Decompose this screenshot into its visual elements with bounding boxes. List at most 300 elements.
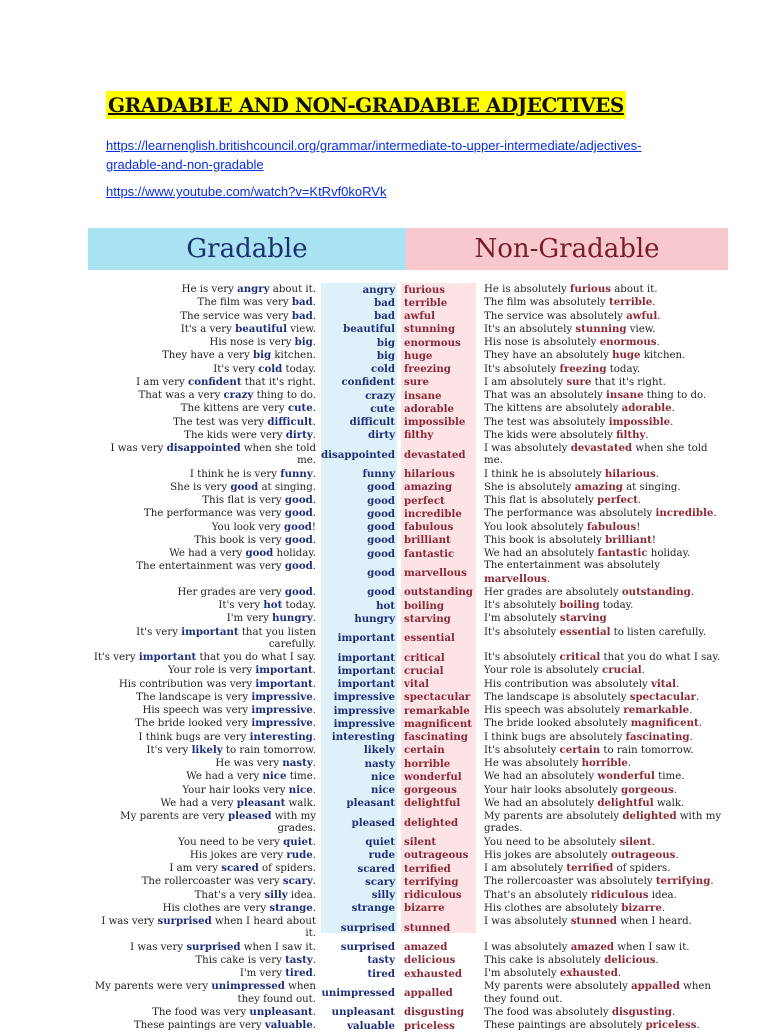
sentence-text: . <box>312 705 316 716</box>
non-gradable-sentence <box>479 402 729 415</box>
gradable-sentence <box>90 599 319 612</box>
table-row <box>90 731 730 744</box>
non-gradable-sentence <box>479 902 729 915</box>
table-row <box>90 586 730 599</box>
sentence-text: The kittens are very <box>180 403 288 415</box>
sentence-text: . <box>312 1006 316 1018</box>
non-gradable-adjective: stunned <box>404 921 451 934</box>
sentence-text: . <box>312 508 316 520</box>
sentence-text: about it. <box>611 284 658 295</box>
non-gradable-sentence <box>479 534 729 547</box>
sentence-text: with my grades. <box>271 811 316 835</box>
gradable-adjective: important <box>337 651 395 664</box>
non-gradable-word: spectacular <box>629 690 697 703</box>
non-gradable-adjective: freezing <box>404 363 451 375</box>
table-row <box>90 481 730 494</box>
non-gradable-adjective: perfect <box>404 494 445 507</box>
sentence-text: when I saw it. <box>240 941 316 953</box>
table-row <box>90 784 730 797</box>
non-gradable-adjective: crucial <box>404 664 444 677</box>
gradable-adjective: silly <box>371 889 395 901</box>
sentence-text: I think he is very <box>189 468 281 480</box>
sentence-text: . <box>312 758 316 769</box>
non-gradable-word: delightful <box>597 796 654 809</box>
sentence-text: . <box>546 573 551 585</box>
sentence-text: . <box>312 902 316 914</box>
sentence-text: His clothes are very <box>162 902 270 914</box>
gradable-adjective: impressive <box>333 704 395 717</box>
gradable-word: pleasant <box>236 796 286 809</box>
sentence-text: view. <box>626 323 656 335</box>
gradable-word: interesting <box>249 730 313 743</box>
sentence-text: at singing. <box>258 481 316 493</box>
sentence-text: The food was very <box>152 1006 250 1018</box>
table-row <box>90 429 730 442</box>
non-gradable-adjective: critical <box>404 651 445 664</box>
gradable-word: silly <box>264 888 288 901</box>
non-gradable-word: amazing <box>574 480 623 493</box>
non-gradable-adjective: adorable <box>404 402 454 415</box>
sentence-text: His speech was absolutely <box>484 705 624 716</box>
non-gradable-word: silent <box>619 835 652 848</box>
sentence-text: . <box>312 678 316 690</box>
non-gradable-sentence <box>479 941 729 954</box>
sentence-text: It's absolutely <box>484 363 560 375</box>
sentence-text: It's absolutely <box>484 626 560 638</box>
gradable-word: good <box>284 494 313 506</box>
non-gradable-adjective: priceless <box>404 1019 455 1032</box>
sentence-text: I'm absolutely <box>484 968 560 979</box>
table-row <box>90 494 730 507</box>
table-row <box>90 389 730 402</box>
non-gradable-adjective: starving <box>404 612 451 625</box>
table-row <box>90 468 730 481</box>
non-gradable-adjective: outrageous <box>404 849 469 862</box>
sentence-text: He is very <box>181 284 238 295</box>
gradable-word: dirty <box>285 428 313 441</box>
gradable-adjective: bad <box>374 296 395 309</box>
non-gradable-sentence <box>479 980 729 1006</box>
gradable-word: nasty <box>282 757 313 769</box>
gradable-adjective: good <box>367 586 395 599</box>
non-gradable-sentence <box>479 836 729 849</box>
sentence-text: Her grades are absolutely <box>484 586 622 598</box>
sentence-text: . <box>637 495 642 506</box>
gradable-sentence <box>90 481 319 494</box>
non-gradable-adjective: sure <box>404 376 429 389</box>
table-row <box>90 283 730 296</box>
sentence-text: My parents were absolutely <box>484 981 632 993</box>
gradable-sentence <box>90 376 319 389</box>
gradable-word: scared <box>221 862 259 874</box>
non-gradable-sentence <box>479 954 729 967</box>
gradable-adjective: good <box>367 507 395 520</box>
non-gradable-word: priceless <box>645 1019 697 1031</box>
non-gradable-word: delighted <box>622 810 677 822</box>
gradable-word: difficult <box>267 415 313 428</box>
gradable-adjective: good <box>367 566 395 579</box>
sentence-text: I think he is absolutely <box>484 468 605 480</box>
sentence-text: I was absolutely <box>484 443 571 454</box>
gradable-adjective: nasty <box>364 757 395 770</box>
gradable-adjective: impressive <box>333 691 395 704</box>
non-gradable-sentence <box>479 704 729 717</box>
sentence-text: when she told me. <box>484 443 708 467</box>
sentence-text: My parents are very <box>120 811 229 822</box>
british-council-link[interactable]: https://learnenglish.britishcouncil.org/grammar/intermediate-to-upper-intermediate/adjectives-gradable-and-non-gradable <box>106 138 642 172</box>
gradable-sentence <box>90 915 319 941</box>
gradable-word: tired <box>285 967 313 979</box>
gradable-sentence <box>90 757 319 770</box>
sentence-text: . <box>696 691 700 703</box>
sentence-text: Her grades are very <box>177 586 285 598</box>
gradable-adjective: funny <box>362 468 395 480</box>
non-gradable-sentence <box>479 283 729 296</box>
sentence-text: . <box>312 784 316 796</box>
non-gradable-sentence <box>479 915 729 941</box>
gradable-adjective: important <box>337 664 395 677</box>
non-gradable-adjective: delighted <box>404 816 459 829</box>
table-row <box>90 402 730 415</box>
gradable-word: good <box>284 533 313 546</box>
gradable-adjective: crazy <box>365 389 395 402</box>
sentence-text: She is very <box>170 481 231 493</box>
gradable-sentence <box>90 744 319 757</box>
sentence-text: kitchen. <box>640 350 686 362</box>
non-gradable-word: marvellous <box>484 572 547 585</box>
non-gradable-word: sure <box>566 375 592 388</box>
gradable-adjective: quiet <box>365 836 395 848</box>
gradable-word: big <box>253 349 272 362</box>
non-gradable-word: devastated <box>570 442 633 454</box>
non-gradable-sentence <box>479 336 729 349</box>
sentence-text: that you do what I say. <box>196 652 316 663</box>
table-row <box>90 651 730 664</box>
gradable-sentence <box>90 731 319 744</box>
gradable-word: likely <box>191 743 223 756</box>
sentence-text: . <box>312 691 316 703</box>
gradable-sentence <box>90 547 319 560</box>
sentence-text: . <box>312 849 316 861</box>
non-gradable-sentence <box>479 323 729 336</box>
non-gradable-adjective: amazed <box>404 941 448 953</box>
non-gradable-word: terrified <box>566 862 614 874</box>
table-row <box>90 744 730 757</box>
non-gradable-adjective: brilliant <box>404 534 451 547</box>
non-gradable-adjective: fabulous <box>404 521 454 533</box>
gradable-word: beautiful <box>235 322 287 335</box>
gradable-adjective: tasty <box>367 954 395 967</box>
gradable-sentence <box>90 651 319 664</box>
sentence-text: at singing. <box>622 481 681 493</box>
gradable-sentence <box>90 534 319 547</box>
non-gradable-sentence <box>479 889 729 902</box>
gradable-sentence <box>90 296 319 309</box>
non-gradable-sentence <box>479 797 729 810</box>
non-gradable-sentence <box>479 310 729 323</box>
gradable-word: hungry <box>272 612 313 625</box>
non-gradable-adjective: furious <box>404 283 445 296</box>
non-gradable-sentence <box>479 731 729 744</box>
non-gradable-word: fabulous <box>586 520 637 533</box>
sentence-text: when I heard about it. <box>211 916 316 940</box>
non-gradable-adjective: marvellous <box>404 566 467 579</box>
gradable-adjective: angry <box>362 283 395 296</box>
sentence-text: view. <box>286 323 316 335</box>
gradable-sentence <box>90 1006 319 1019</box>
gradable-adjective: strange <box>351 902 395 915</box>
non-gradable-sentence <box>479 691 729 704</box>
gradable-word: cute <box>287 402 313 415</box>
sentence-text: ! <box>651 534 656 546</box>
non-gradable-adjective: ridiculous <box>404 889 462 901</box>
sentence-text: when they found out. <box>237 981 316 1005</box>
non-gradable-adjective: spectacular <box>404 691 471 704</box>
gradable-word: nice <box>262 770 287 783</box>
sentence-text: ! <box>311 521 316 533</box>
non-gradable-sentence <box>479 744 729 757</box>
sentence-text: It's very <box>146 744 192 756</box>
non-gradable-word: freezing <box>559 362 607 375</box>
non-gradable-adjective: certain <box>404 744 445 757</box>
non-gradable-word: fantastic <box>597 547 648 559</box>
sentence-text: . <box>312 429 316 441</box>
non-gradable-sentence <box>479 626 729 652</box>
non-gradable-word: furious <box>570 283 611 295</box>
sentence-text: . <box>696 1020 700 1031</box>
gradable-word: quiet <box>283 835 313 848</box>
gradable-adjective: unpleasant <box>331 1006 395 1019</box>
non-gradable-word: perfect <box>597 494 638 506</box>
gradable-adjective: big <box>376 349 395 362</box>
sentence-text: We had an absolutely <box>484 548 598 559</box>
non-gradable-adjective: stunning <box>404 323 456 336</box>
sentence-text: that it's right. <box>241 376 316 388</box>
gradable-adjective: nice <box>371 770 395 783</box>
non-gradable-word: stunned <box>570 915 617 927</box>
gradable-adjective: hot <box>376 599 395 612</box>
table-row <box>90 1019 730 1032</box>
sentence-text: kitchen. <box>271 350 316 362</box>
sentence-text: . <box>312 403 316 415</box>
sentence-text: . <box>656 337 660 348</box>
gradable-word: bad <box>291 309 313 322</box>
gradable-sentence <box>90 875 319 888</box>
gradable-sentence <box>90 402 319 415</box>
gradable-sentence <box>90 967 319 980</box>
sentence-text: His contribution was very <box>118 678 256 690</box>
gradable-adjective: big <box>376 336 395 349</box>
gradable-word: disappointed <box>166 442 241 454</box>
gradable-word: angry <box>237 283 270 295</box>
sentence-text: It's an absolutely <box>484 323 576 335</box>
sentence-text: It's absolutely <box>484 744 560 756</box>
table-row <box>90 349 730 362</box>
sentence-text: It's very <box>93 652 139 663</box>
sentence-text: I was very <box>101 916 158 927</box>
sentence-text: These paintings are very <box>133 1020 265 1031</box>
gradable-word: surprised <box>157 915 212 927</box>
non-gradable-adjective: terrified <box>404 862 451 875</box>
gradable-sentence <box>90 902 319 915</box>
table-row <box>90 797 730 810</box>
gradable-word: cold <box>258 362 283 375</box>
non-gradable-sentence <box>479 468 729 481</box>
gradable-word: tasty <box>285 953 313 966</box>
non-gradable-word: terrible <box>609 296 653 309</box>
sentence-text: . <box>710 876 714 888</box>
gradable-sentence <box>90 862 319 875</box>
sentence-text: time. <box>654 771 685 783</box>
table-row <box>90 717 730 730</box>
sentence-text: . <box>713 508 717 520</box>
gradable-word: good <box>245 547 274 559</box>
sentence-text: . <box>312 968 316 979</box>
gradable-word: good <box>284 507 313 520</box>
sentence-text: idea. <box>648 889 677 901</box>
sentence-text: of spiders. <box>258 863 316 874</box>
sentence-text: You need to be absolutely <box>484 836 620 848</box>
sentence-text: That was a very <box>138 390 224 401</box>
gradable-word: good <box>230 480 259 493</box>
youtube-link[interactable]: https://www.youtube.com/watch?v=KtRvf0koRVk <box>106 184 387 199</box>
gradable-adjective: cute <box>370 402 395 415</box>
sentence-text: You look very <box>211 521 285 533</box>
gradable-word: good <box>284 585 313 598</box>
non-gradable-word: outstanding <box>621 585 691 598</box>
sentence-text: . <box>312 310 316 322</box>
sentence-text: I was very <box>130 941 187 953</box>
gradable-word: scary <box>282 875 313 888</box>
non-gradable-word: starving <box>559 612 607 625</box>
gradable-header <box>88 228 406 270</box>
sentence-text: That's a very <box>194 889 265 901</box>
sentence-text: . <box>675 678 680 690</box>
table-row <box>90 691 730 704</box>
non-gradable-sentence <box>479 664 729 677</box>
sentence-text: I think bugs are absolutely <box>484 731 626 743</box>
gradable-word: nice <box>288 783 313 796</box>
sentence-text: . <box>312 836 316 848</box>
non-gradable-adjective: exhausted <box>404 967 463 980</box>
sentence-text: walk. <box>285 797 316 809</box>
sentence-text: The film was absolutely <box>484 297 609 309</box>
non-gradable-sentence <box>479 612 729 625</box>
sentence-text: He is absolutely <box>484 284 571 295</box>
sentence-text: My parents were very <box>94 981 212 993</box>
sentence-text: We had an absolutely <box>484 771 598 783</box>
non-gradable-word: horrible <box>581 757 628 769</box>
gradable-adjective: beautiful <box>343 323 395 336</box>
table-row <box>90 757 730 770</box>
gradable-sentence <box>90 586 319 599</box>
sentence-text: when I heard. <box>616 916 692 927</box>
gradable-adjective: good <box>367 521 395 533</box>
sentence-text: time. <box>286 771 316 783</box>
sentence-text: The kids were absolutely <box>484 429 617 441</box>
non-gradable-adjective: vital <box>404 678 429 690</box>
sentence-text: . <box>690 586 695 598</box>
non-gradable-adjective: awful <box>404 310 436 322</box>
non-gradable-adjective: huge <box>404 349 433 362</box>
gradable-adjective: good <box>367 494 395 507</box>
non-gradable-word: enormous <box>599 336 657 348</box>
sentence-text: . <box>617 968 622 979</box>
gradable-word: funny <box>280 467 313 480</box>
sentence-text: The film was very <box>197 297 292 309</box>
sentence-text: . <box>312 665 316 677</box>
gradable-adjective: good <box>367 534 395 547</box>
sentence-text: . <box>312 731 316 743</box>
sentence-text: You look absolutely <box>484 521 587 533</box>
non-gradable-adjective: remarkable <box>404 704 470 717</box>
non-gradable-word: exhausted <box>559 967 618 979</box>
gradable-adjective: scared <box>357 862 395 875</box>
sentence-text: I am absolutely <box>484 863 567 874</box>
sentence-text: I was very <box>110 443 167 454</box>
sentence-text: The performance was absolutely <box>484 508 656 520</box>
gradable-sentence <box>90 797 319 810</box>
non-gradable-word: adorable <box>621 402 672 415</box>
sentence-text: His jokes are absolutely <box>484 849 611 861</box>
gradable-word: important <box>181 625 239 638</box>
sentence-text: . <box>312 613 316 625</box>
sentence-text: This book is absolutely <box>484 534 606 546</box>
sentence-text: to rain tomorrow. <box>600 744 694 756</box>
non-gradable-word: essential <box>559 625 611 638</box>
sentence-text: Your role is absolutely <box>484 665 603 677</box>
sentence-text: . <box>670 416 674 428</box>
table-row <box>90 678 730 691</box>
sentence-text: I think bugs are very <box>138 731 250 743</box>
gradable-sentence <box>90 836 319 849</box>
gradable-sentence <box>90 521 319 534</box>
non-gradable-word: ridiculous <box>590 888 649 901</box>
non-gradable-word: disgusting <box>611 1005 672 1018</box>
non-gradable-adjective: silent <box>404 836 437 848</box>
non-gradable-adjective: delicious <box>404 954 456 967</box>
non-gradable-sentence <box>479 862 729 875</box>
sentence-text: to listen carefully. <box>610 626 706 638</box>
non-gradable-word: vital <box>651 677 676 690</box>
gradable-word: important <box>255 677 313 690</box>
sentence-text: thing to do. <box>643 390 707 401</box>
gradable-sentence <box>90 770 319 783</box>
gradable-sentence <box>90 283 319 296</box>
sentence-text: about it. <box>269 284 316 295</box>
gradable-adjective: nice <box>371 784 395 796</box>
non-gradable-sentence <box>479 429 729 442</box>
sentence-text: His nose is very <box>209 337 295 348</box>
sentence-text: . <box>675 849 679 861</box>
non-gradable-sentence <box>479 363 729 376</box>
table-row <box>90 980 730 1006</box>
gradable-word: strange <box>269 901 313 914</box>
gradable-header-label: Gradable <box>186 234 308 264</box>
gradable-adjective: important <box>337 678 395 690</box>
table-row <box>90 836 730 849</box>
sentence-text: We had an absolutely <box>484 797 598 809</box>
sentence-text: Your hair looks very <box>182 784 289 796</box>
non-gradable-sentence <box>479 967 729 980</box>
sentence-text: I was absolutely <box>484 941 571 953</box>
table-row <box>90 1006 730 1019</box>
gradable-sentence <box>90 336 319 349</box>
sentence-text: It's very <box>136 626 182 638</box>
non-gradable-word: outrageous <box>610 848 676 861</box>
gradable-word: surprised <box>186 940 241 953</box>
sentence-text: The service was very <box>180 310 292 322</box>
